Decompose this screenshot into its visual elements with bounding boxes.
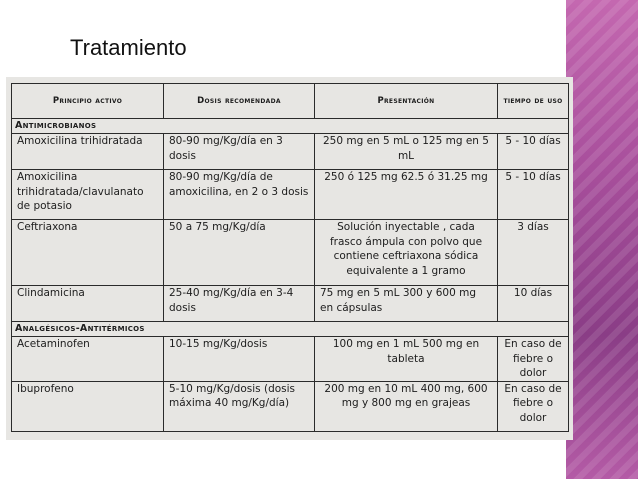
table-row (12, 134, 569, 170)
decorative-side-band (566, 0, 638, 479)
cell-principio: Amoxicilina trihidratada (12, 134, 164, 170)
cell-principio: Acetaminofen (12, 337, 164, 382)
cell-tiempo: En caso de fiebre o dolor (498, 337, 569, 382)
cell-principio: Ceftriaxona (12, 220, 164, 286)
cell-tiempo: 10 días (498, 286, 569, 322)
cell-dosis: 25-40 mg/Kg/día en 3-4 dosis (164, 286, 315, 322)
cell-dosis: 10-15 mg/Kg/dosis (164, 337, 315, 382)
cell-presentacion: Solución inyectable , cada frasco ámpula con polvo que contiene ceftriaxona sódica equivalente a 1 gramo (315, 220, 498, 286)
cell-principio: Clindamicina (12, 286, 164, 322)
treatment-table-image (6, 77, 573, 440)
table-row (12, 381, 569, 431)
cell-presentacion: 200 mg en 10 mL 400 mg, 600 mg y 800 mg en grajeas (315, 381, 498, 431)
table-row (12, 337, 569, 382)
section-row (12, 322, 569, 337)
table-header-row (12, 84, 569, 119)
slide-title: Tratamiento (70, 35, 187, 60)
header-tiempo-de-uso: tiempo de uso (498, 84, 569, 119)
cell-tiempo: 5 - 10 días (498, 170, 569, 220)
section-label: Analgésicos-Antitérmicos (12, 322, 569, 337)
cell-tiempo: En caso de fiebre o dolor (498, 381, 569, 431)
cell-presentacion: 250 mg en 5 mL o 125 mg en 5 mL (315, 134, 498, 170)
cell-dosis: 50 a 75 mg/Kg/día (164, 220, 315, 286)
section-label: Antimicrobianos (12, 119, 569, 134)
cell-tiempo: 5 - 10 días (498, 134, 569, 170)
treatment-table (11, 83, 569, 432)
cell-dosis: 80-90 mg/Kg/día en 3 dosis (164, 134, 315, 170)
table-row (12, 220, 569, 286)
section-row (12, 119, 569, 134)
header-dosis-recomendada: Dosis recomendada (164, 84, 315, 119)
header-presentacion: Presentación (315, 84, 498, 119)
cell-dosis: 80-90 mg/Kg/día de amoxicilina, en 2 o 3 dosis (164, 170, 315, 220)
table-row (12, 286, 569, 322)
table-row (12, 170, 569, 220)
cell-presentacion: 100 mg en 1 mL 500 mg en tableta (315, 337, 498, 382)
cell-principio: Ibuprofeno (12, 381, 164, 431)
cell-presentacion: 250 ó 125 mg 62.5 ó 31.25 mg (315, 170, 498, 220)
cell-tiempo: 3 días (498, 220, 569, 286)
cell-dosis: 5-10 mg/Kg/dosis (dosis máxima 40 mg/Kg/día) (164, 381, 315, 431)
cell-principio: Amoxicilina trihidratada/clavulanato de potasio (12, 170, 164, 220)
cell-presentacion: 75 mg en 5 mL 300 y 600 mg en cápsulas (315, 286, 498, 322)
header-principio-activo: Principio activo (12, 84, 164, 119)
